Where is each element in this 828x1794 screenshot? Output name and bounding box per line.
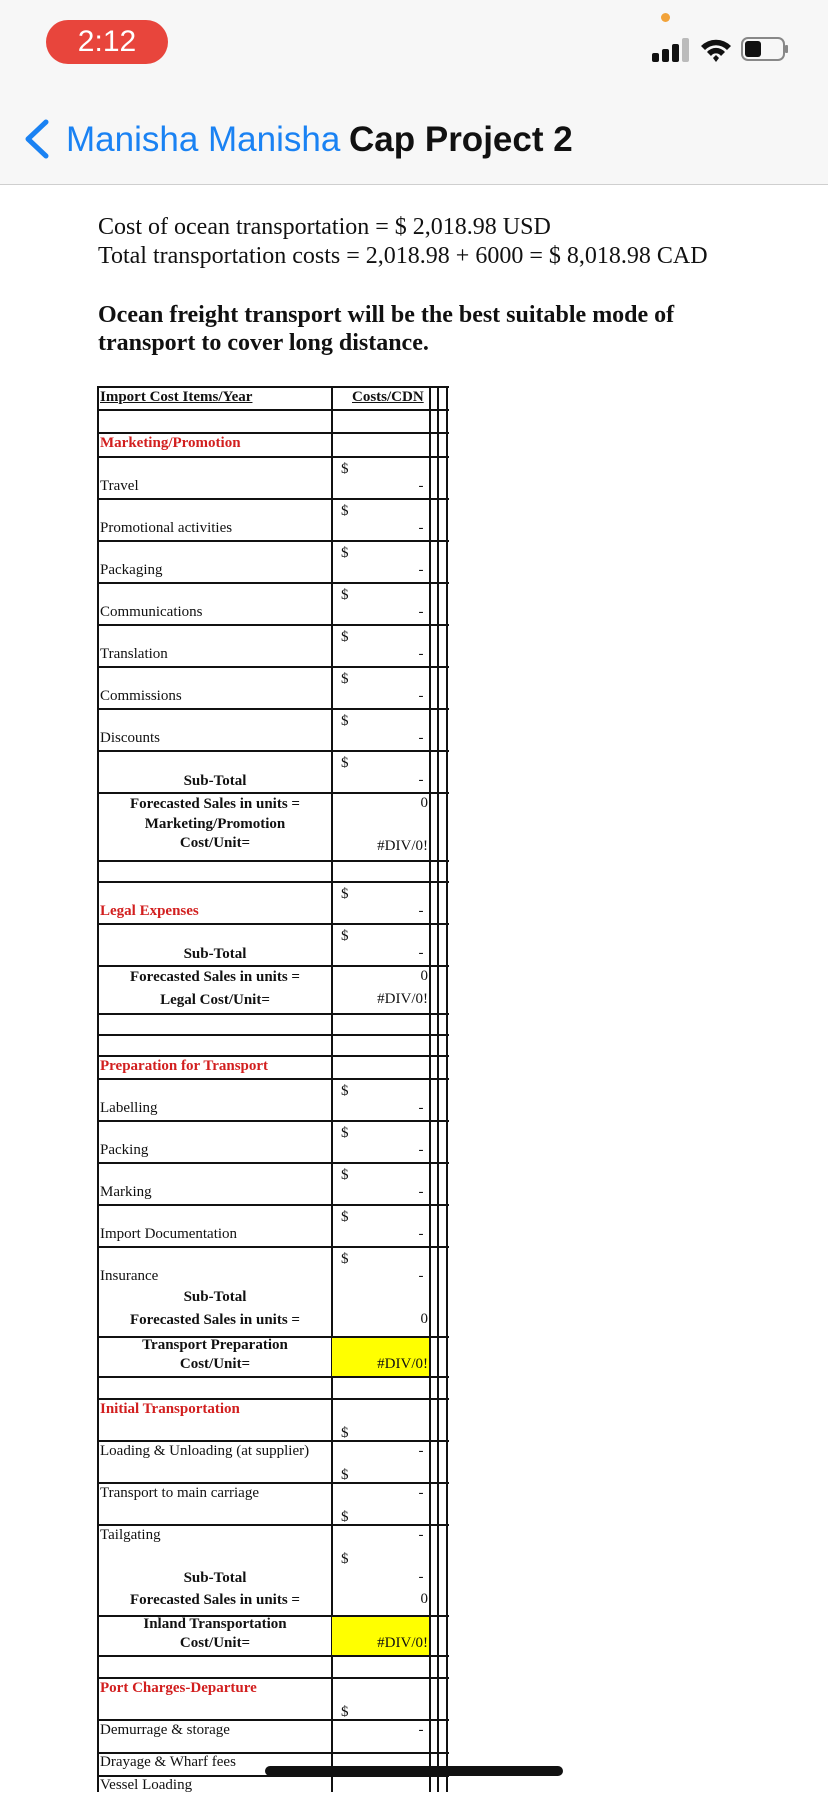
value-dash: -	[418, 903, 424, 919]
currency: $	[341, 461, 349, 477]
value-dash: -	[418, 1100, 424, 1116]
value-dash: -	[418, 688, 424, 704]
item-drayage: Drayage & Wharf fees	[100, 1754, 236, 1770]
currency: $	[341, 671, 349, 687]
value-dash: -	[418, 1485, 424, 1501]
item-packing: Packing	[100, 1142, 149, 1158]
item-import-documentation: Import Documentation	[100, 1226, 238, 1242]
item-communications: Communications	[100, 604, 203, 620]
value-div-error: #DIV/0!	[377, 1635, 428, 1651]
item-packaging: Packaging	[100, 562, 163, 578]
currency: $	[341, 928, 349, 944]
value-dash: -	[418, 520, 424, 536]
status-time: 2:12	[46, 20, 168, 64]
ocean-cost-line: Cost of ocean transportation = $ 2,018.98 USD	[98, 214, 551, 240]
value-dash: -	[418, 1722, 424, 1738]
section-preparation: Preparation for Transport	[100, 1058, 269, 1074]
item-discounts: Discounts	[100, 730, 160, 746]
currency: $	[341, 587, 349, 603]
item-loading: Loading & Unloading (at supplier)	[100, 1443, 310, 1459]
currency: $	[341, 629, 349, 645]
cost-unit-label: Marketing/Promotion	[144, 816, 286, 832]
privacy-indicator-icon	[661, 13, 670, 22]
section-port-charges: Port Charges-Departure	[100, 1680, 257, 1696]
currency: $	[341, 1125, 349, 1141]
value-dash: -	[418, 1184, 424, 1200]
item-travel: Travel	[100, 478, 139, 494]
item-tailgating: Tailgating	[100, 1527, 161, 1543]
section-initial-transport: Initial Transportation	[100, 1401, 240, 1417]
value-dash: -	[418, 1142, 424, 1158]
cost-unit-label: Legal Cost/Unit=	[160, 992, 270, 1008]
currency: $	[341, 755, 349, 771]
back-chevron-icon[interactable]	[22, 118, 52, 160]
value-dash: -	[418, 604, 424, 620]
currency: $	[341, 1467, 349, 1483]
cost-unit-label: Inland Transportation	[143, 1616, 287, 1632]
cost-unit-label: Cost/Unit=	[179, 1356, 251, 1372]
item-vessel-loading: Vessel Loading	[100, 1777, 193, 1793]
currency: $	[341, 1251, 349, 1267]
value-dash: -	[418, 478, 424, 494]
value-dash: -	[418, 1569, 424, 1585]
item-promotional: Promotional activities	[100, 520, 233, 536]
value-dash: -	[418, 646, 424, 662]
value-div-error: #DIV/0!	[377, 991, 428, 1007]
value-dash: -	[418, 1268, 424, 1284]
document-title: Cap Project 2	[349, 120, 573, 159]
value-dash: -	[418, 1443, 424, 1459]
subtotal-label: Sub-Total	[183, 1289, 247, 1305]
paragraph-line: Ocean freight transport will be the best suitable mode of	[98, 302, 675, 328]
item-transport-main: Transport to main carriage	[100, 1485, 259, 1501]
currency: $	[341, 1167, 349, 1183]
subtotal-label: Sub-Total	[183, 773, 247, 789]
home-indicator[interactable]	[265, 1766, 563, 1776]
forecasted-label: Forecasted Sales in units =	[130, 969, 300, 985]
currency: $	[341, 545, 349, 561]
cost-unit-label: Transport Preparation	[142, 1337, 288, 1353]
battery-icon	[741, 37, 789, 61]
forecasted-label: Forecasted Sales in units =	[130, 1312, 300, 1328]
value-zero: 0	[420, 795, 428, 811]
value-dash: -	[418, 1226, 424, 1242]
wifi-icon	[699, 36, 733, 64]
value-dash: -	[418, 1527, 424, 1543]
currency: $	[341, 1509, 349, 1525]
value-dash: -	[418, 730, 424, 746]
total-cost-line: Total transportation costs = 2,018.98 + 6000 = $ 8,018.98 CAD	[98, 243, 708, 269]
subtotal-label: Sub-Total	[183, 946, 247, 962]
item-commissions: Commissions	[100, 688, 182, 704]
cost-unit-label: Cost/Unit=	[179, 835, 251, 851]
currency: $	[341, 1083, 349, 1099]
currency: $	[341, 1425, 349, 1441]
value-dash: -	[418, 772, 424, 788]
currency: $	[341, 1704, 349, 1720]
forecasted-label: Forecasted Sales in units =	[130, 796, 300, 812]
forecasted-label: Forecasted Sales in units =	[130, 1592, 300, 1608]
value-dash: -	[418, 562, 424, 578]
item-labelling: Labelling	[100, 1100, 158, 1116]
item-marking: Marking	[100, 1184, 152, 1200]
value-zero: 0	[420, 968, 428, 984]
top-bar	[0, 0, 828, 185]
subtotal-label: Sub-Total	[183, 1570, 247, 1586]
currency: $	[341, 886, 349, 902]
value-zero: 0	[420, 1311, 428, 1327]
value-zero: 0	[420, 1591, 428, 1607]
document-view[interactable]	[0, 184, 828, 1792]
value-dash: -	[418, 945, 424, 961]
value-div-error: #DIV/0!	[377, 1356, 428, 1372]
header-cost-items: Import Cost Items/Year	[100, 389, 253, 405]
header-costs-cdn: Costs/CDN	[352, 389, 424, 405]
item-translation: Translation	[100, 646, 168, 662]
currency: $	[341, 503, 349, 519]
currency: $	[341, 1551, 349, 1567]
paragraph-line: transport to cover long distance.	[98, 330, 429, 356]
section-legal: Legal Expenses	[100, 903, 199, 919]
cost-unit-label: Cost/Unit=	[179, 1635, 251, 1651]
currency: $	[341, 713, 349, 729]
cellular-signal-icon	[652, 38, 690, 62]
back-button[interactable]: Manisha Manisha	[66, 120, 341, 159]
item-demurrage: Demurrage & storage	[100, 1722, 230, 1738]
item-insurance: Insurance	[100, 1268, 159, 1284]
section-marketing: Marketing/Promotion	[100, 435, 241, 451]
currency: $	[341, 1209, 349, 1225]
value-div-error: #DIV/0!	[377, 838, 428, 854]
